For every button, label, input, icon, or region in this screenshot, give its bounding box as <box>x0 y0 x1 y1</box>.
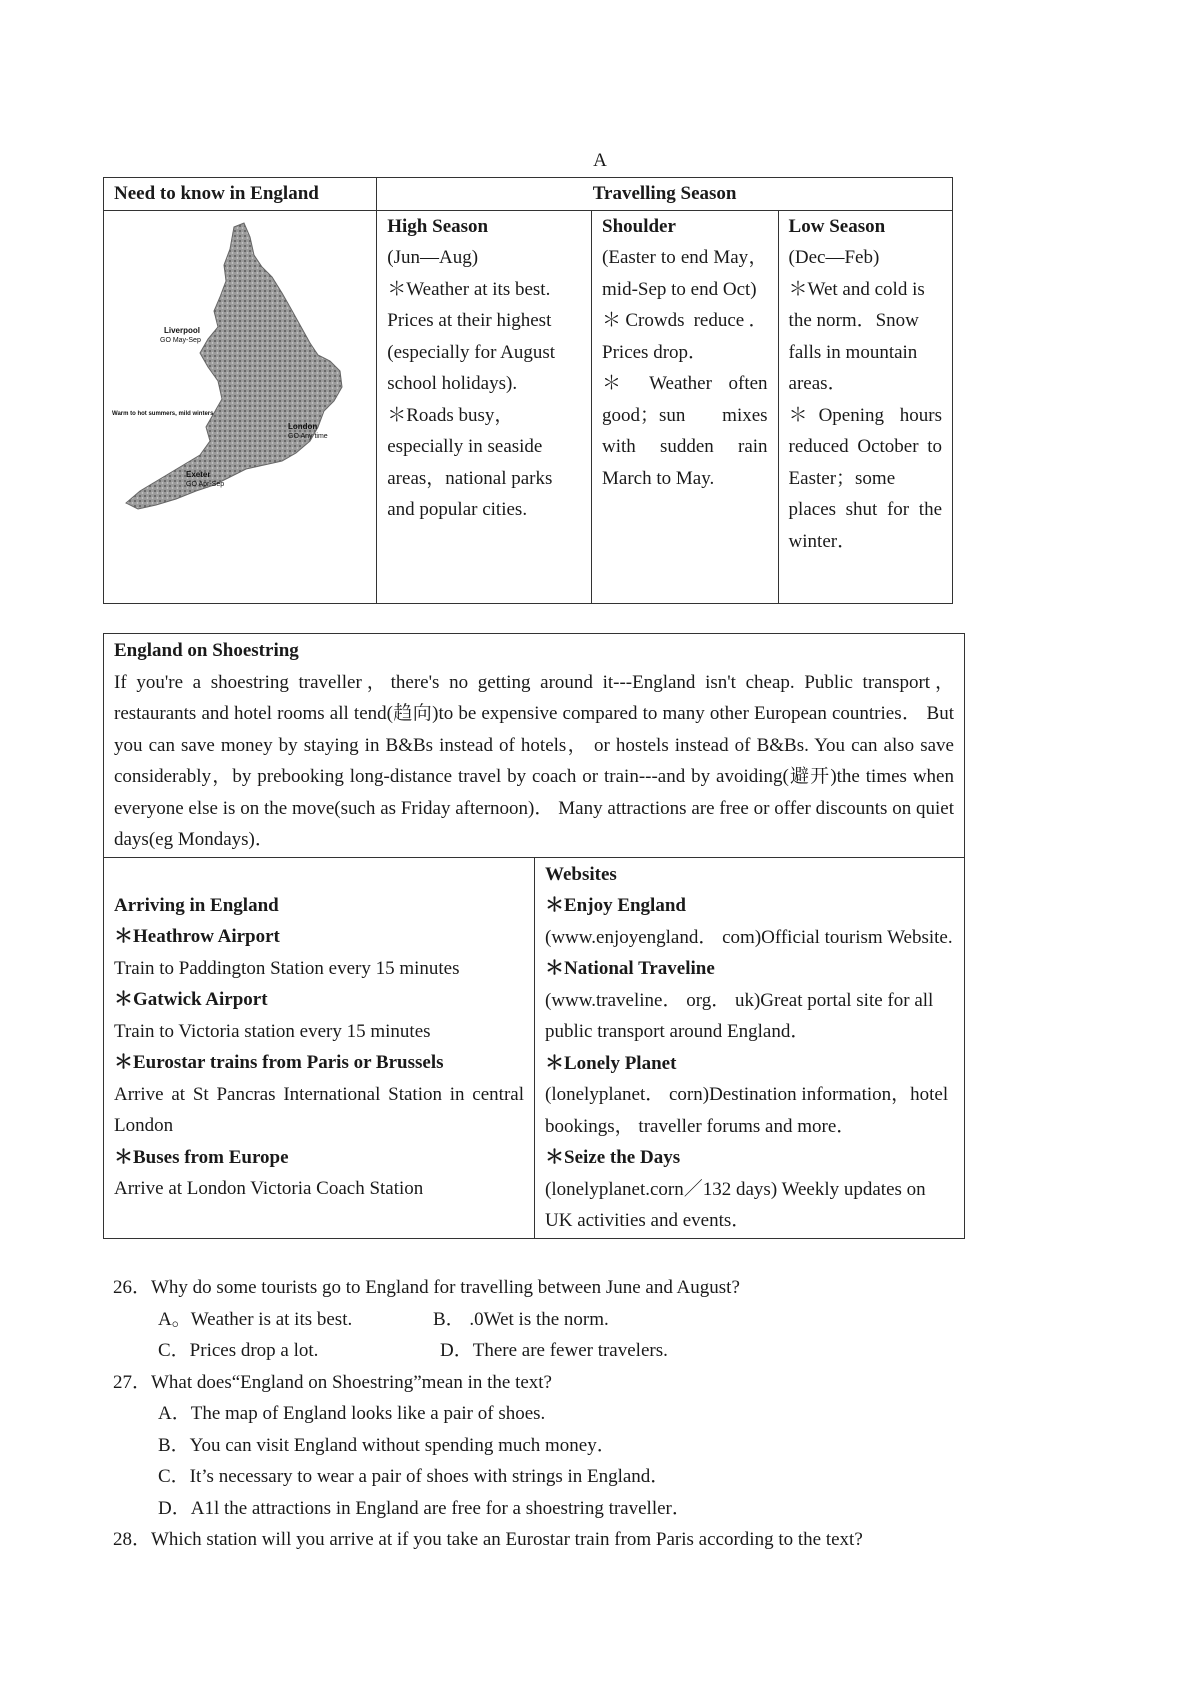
map-label-liverpool-go: GO May-Sep <box>160 336 201 344</box>
shoulder-season-text: ＊ Weather often good；sun mixes with sudden rain March to May. <box>602 373 768 489</box>
shoulder-season-cell <box>592 210 779 603</box>
arriving-item-name: ＊Eurostar trains from Paris or Brussels <box>114 1052 444 1073</box>
map-label-london: London <box>288 421 318 431</box>
arriving-item-name: ＊Gatwick Airport <box>114 989 268 1010</box>
website-item-desc: (lonelyplanet.corn／132 days) Weekly updates on UK activities and events． <box>545 1178 926 1231</box>
question-26-option-a: A。Weather is at its best. <box>158 1309 353 1330</box>
shoestring-text: If you're a shoestring traveller，there's no getting around it---England isn't cheap. Public transport，restaurants and hotel rooms all tend(趋向)to be expensive compared to many other European countries． But you can save money by staying in B&Bs instead of hotels， or hostels instead of B&Bs. You can also save considerably，by prebooking long-distance travel by coach or train---and by avoiding(避开)the times when everyone else is on the move(such as Friday afternoon)． Many attractions are free or offer discounts on quiet days(eg Mondays)． <box>114 671 954 850</box>
high-season-line: especially in seaside <box>387 436 543 457</box>
question-26-option-b: B． .0Wet is the norm. <box>433 1309 609 1330</box>
arriving-item-name: ＊Buses from Europe <box>114 1146 289 1168</box>
high-season-title: High Season <box>387 215 489 237</box>
question-26-option-d: D．There are fewer travelers. <box>440 1340 668 1361</box>
high-season-line: ＊Roads busy， <box>387 404 514 426</box>
map-label-exeter-go: GO Apr-Sep <box>186 480 225 488</box>
question-28-stem: 28．Which station will you arrive at if you take an Eurostar train from Paris according to the text? <box>113 1529 863 1550</box>
question-27-option-d: D．A1l the attractions in England are free for a shoestring traveller． <box>158 1498 691 1519</box>
section-letter: A <box>593 150 607 171</box>
high-season-line: Prices at their highest <box>387 310 552 331</box>
header-travelling-season: Travelling Season <box>377 178 953 211</box>
arriving-item-desc: Arrive at St Pancras International Station in central London <box>114 1083 524 1136</box>
shoulder-season-text: (Easter to end May，mid-Sep to end Oct) <box>602 247 768 300</box>
low-season-text: ＊Wet and cold is the norm．Snow falls in mountain areas． <box>788 278 925 394</box>
website-item-desc: (www.traveline． org． uk)Great portal site for all public transport around England． <box>545 989 934 1042</box>
arriving-item-desc: Arrive at London Victoria Coach Station <box>114 1178 424 1199</box>
map-label-london-go: GO Any time <box>288 432 328 440</box>
map-label-climate: Warm to hot summers, mild winters <box>112 410 214 417</box>
website-item-desc: (www.enjoyengland． com)Official tourism Website. <box>545 926 953 948</box>
question-26-stem: 26．Why do some tourists go to England for travelling between June and August? <box>113 1277 740 1298</box>
website-item-name: ＊Enjoy England <box>545 895 686 916</box>
england-map-cell <box>104 210 377 603</box>
high-season-line: areas，national parks <box>387 467 553 489</box>
map-label-liverpool: Liverpool <box>164 325 201 335</box>
arriving-item-desc: Train to Victoria station every 15 minutes <box>114 1020 431 1042</box>
shoulder-season-title: Shoulder <box>602 215 676 237</box>
high-season-cell <box>377 210 592 603</box>
shoulder-season-text: ＊Crowds reduce．Prices drop． <box>602 310 768 363</box>
high-season-line: and popular cities. <box>387 499 528 520</box>
question-26-option-c: C．Prices drop a lot. <box>158 1340 319 1361</box>
low-season-text: ＊Opening hours reduced October to Easter；some places shut for the winter． <box>788 404 942 552</box>
travel-season-table <box>103 177 953 604</box>
high-season-line: (Jun—Aug) <box>387 247 479 268</box>
website-item-desc: (lonelyplanet． corn)Destination information，hotel bookings， traveller forums and more． <box>545 1084 949 1137</box>
high-season-line: (especially for August <box>387 341 556 363</box>
header-need-to-know: Need to know in England <box>104 178 377 211</box>
arriving-title: Arriving in England <box>114 894 279 916</box>
low-season-title: Low Season <box>788 215 886 237</box>
shoestring-cell <box>104 634 965 858</box>
map-label-exeter: Exeter <box>186 469 211 479</box>
england-landmass <box>126 223 342 509</box>
question-27-option-c: C．It’s necessary to wear a pair of shoes with strings in England． <box>158 1466 670 1487</box>
website-item-name: ＊Lonely Planet <box>545 1052 677 1074</box>
low-season-text: (Dec—Feb) <box>788 247 880 268</box>
website-item-name: ＊National Traveline <box>545 958 715 979</box>
arriving-item-name: ＊Heathrow Airport <box>114 926 280 947</box>
shoestring-title: England on Shoestring <box>114 640 299 661</box>
high-season-line: ＊Weather at its best. <box>387 278 551 300</box>
question-27-option-b: B．You can visit England without spending much money． <box>158 1435 616 1456</box>
high-season-line: school holidays). <box>387 373 518 394</box>
websites-cell <box>535 857 965 1238</box>
low-season-cell <box>778 210 952 603</box>
arriving-item-desc: Train to Paddington Station every 15 minutes <box>114 957 460 979</box>
question-27-stem: 27．What does“England on Shoestring”mean in the text? <box>113 1372 552 1393</box>
websites-title: Websites <box>545 863 617 885</box>
question-27-option-a: A．The map of England looks like a pair of shoes. <box>158 1403 546 1424</box>
arriving-cell <box>104 857 535 1238</box>
website-item-name: ＊Seize the Days <box>545 1147 681 1168</box>
shoestring-table <box>103 633 965 1239</box>
england-map-image <box>104 215 374 525</box>
